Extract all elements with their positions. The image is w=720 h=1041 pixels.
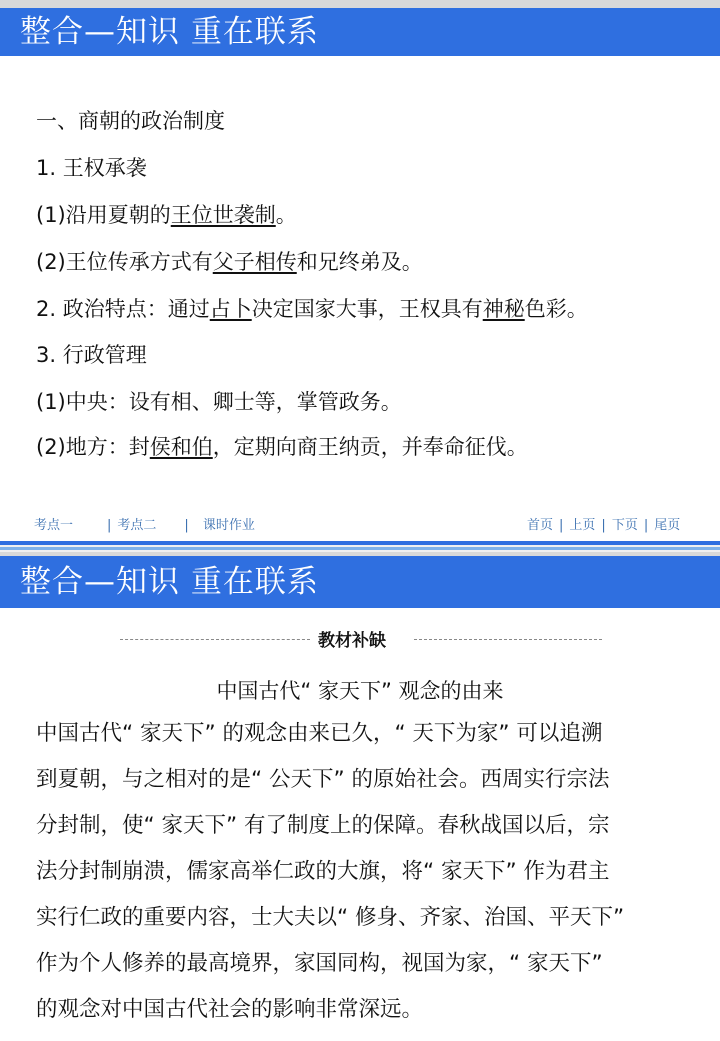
dashed-rule-right [414, 639, 602, 640]
point-3-2 [36, 432, 528, 462]
nav-separator: | [107, 518, 112, 533]
top-strip [0, 0, 720, 8]
section-tag: 教材补缺 [318, 631, 386, 651]
text: (2)地方：封 [36, 435, 150, 459]
paragraph-line: 到夏朝，与之相对的是“ 公天下” 的原始社会。西周实行宗法 [36, 767, 610, 792]
underlined-term: 占卜 [209, 297, 252, 321]
dashed-rule-left [120, 639, 310, 640]
slide-banner: 整合—知识 重在联系 [0, 556, 720, 608]
point-3-1: (1)中央：设有相、卿士等，掌管政务。 [36, 390, 402, 414]
underlined-term: 王位世袭制 [170, 203, 276, 227]
nav-separator: | [559, 518, 564, 533]
nav-left [34, 514, 255, 533]
article-title: 中国古代“ 家天下” 观念的由来 [216, 679, 504, 703]
paragraph-line: 分封制，使“ 家天下” 有了制度上的保障。春秋战国以后，宗 [36, 813, 610, 838]
nav-link-kaodian2[interactable]: 考点二 [117, 518, 157, 533]
paragraph-line: 中国古代“ 家天下” 的观念由来已久，“ 天下为家” 可以追溯 [36, 721, 603, 746]
nav-link-homework[interactable]: 课时作业 [202, 518, 255, 533]
point-3: 3. 行政管理 [36, 343, 147, 367]
slide-banner: 整合—知识 重在联系 [0, 8, 720, 56]
slide-divider [0, 541, 720, 556]
paragraph-line: 法分封制崩溃，儒家高举仁政的大旗，将“ 家天下” 作为君主 [36, 859, 610, 884]
nav-last-page[interactable]: 尾页 [654, 518, 681, 533]
point-1-2 [36, 247, 423, 277]
nav-separator: | [184, 518, 189, 533]
text: 和兄终弟及。 [296, 250, 423, 274]
nav-link-kaodian1[interactable]: 考点一 [34, 518, 74, 533]
paragraph-line: 的观念对中国古代社会的影响非常深远。 [36, 997, 424, 1022]
text: 色彩。 [524, 297, 588, 321]
paragraph-line: 作为个人修养的最高境界，家国同构，视国为家，“ 家天下” [36, 951, 603, 976]
point-1: 1. 王权承袭 [36, 156, 147, 180]
text: (2)王位传承方式有 [36, 250, 213, 274]
underlined-term: 神秘 [482, 297, 525, 321]
point-1-1 [36, 200, 297, 230]
section-heading: 一、商朝的政治制度 [36, 109, 225, 133]
nav-right [527, 514, 680, 533]
nav-separator: | [643, 518, 649, 533]
text: 。 [275, 203, 297, 227]
underlined-term: 侯和伯 [149, 435, 213, 459]
divider-stripe [0, 541, 720, 545]
nav-separator: | [601, 518, 606, 533]
text: 2. 政治特点：通过 [36, 297, 210, 321]
text: ，定期向商王纳贡，并奉命征伐。 [212, 435, 528, 459]
nav-next-page[interactable]: 下页 [611, 518, 638, 533]
text: (1)沿用夏朝的 [36, 203, 171, 227]
paragraph-line: 实行仁政的重要内容，士大夫以“ 修身、齐家、治国、平天下” [36, 905, 625, 930]
point-2 [36, 294, 588, 324]
underlined-term: 父子相传 [212, 250, 297, 274]
nav-prev-page[interactable]: 上页 [569, 518, 596, 533]
text: 决定国家大事，王权具有 [251, 297, 483, 321]
divider-stripe [0, 547, 720, 550]
nav-first-page[interactable]: 首页 [527, 518, 554, 533]
